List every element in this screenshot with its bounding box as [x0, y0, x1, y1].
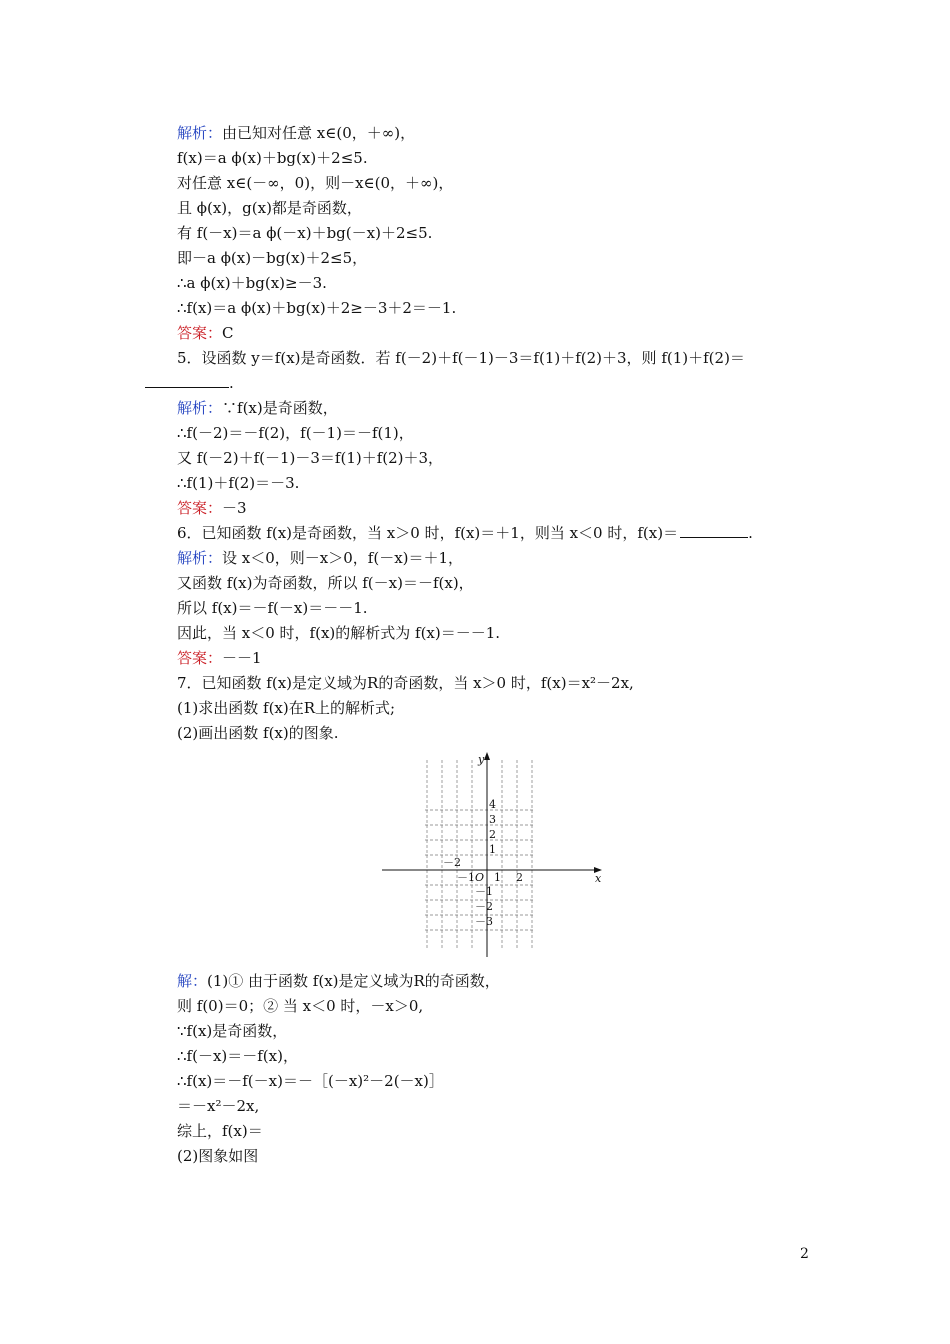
q7-part-2: (2)画出函数 f(x)的图象. [177, 724, 339, 742]
x-tick-2: 2 [516, 871, 523, 884]
sol4-answer-label: 答案： [177, 324, 223, 342]
sol4-line-7: ∴a ϕ(x)＋bg(x)≥－3. [177, 274, 327, 292]
sol4-line-4: 且 ϕ(x)，g(x)都是奇函数， [177, 199, 362, 217]
y-tick-neg1: －1 [475, 885, 493, 898]
sol7-label: 解： [177, 972, 208, 990]
sol6-line-2: 又函数 f(x)为奇函数，所以 f(－x)＝－f(x)， [177, 574, 474, 592]
coordinate-grid-figure [380, 752, 610, 962]
sol5-answer: 答案：－3 [177, 499, 247, 517]
sol4-label: 解析： [177, 124, 223, 142]
sol4-line-1: 解析：由已知对任意 x∈(0，＋∞)， [177, 124, 416, 142]
q7-part-1: (1)求出函数 f(x)在R上的解析式; [177, 699, 396, 717]
origin-label: O [475, 871, 485, 884]
sol7-line-2: 则 f(0)＝0；② 当 x＜0 时，－x＞0, [177, 997, 424, 1015]
sol6-label: 解析： [177, 549, 223, 567]
y-tick-2: 2 [489, 828, 496, 841]
x-tick-neg1: －1 [457, 871, 475, 884]
sol6-line-1: 解析：设 x＜0，则－x＞0，f(－x)＝＋1， [177, 549, 464, 567]
q5-answer-blank [145, 373, 229, 388]
sol5-line-2: ∴f(－2)＝－f(2)，f(－1)＝－f(1)， [177, 424, 414, 442]
sol7-line-6: ＝－x²－2x, [177, 1097, 260, 1115]
y-axis-label: y [478, 753, 485, 766]
x-tick-1: 1 [494, 871, 501, 884]
y-tick-neg2: －2 [475, 900, 493, 913]
sol6-answer: 答案：－－1 [177, 649, 262, 667]
q5-text: 5．设函数 y＝f(x)是奇函数．若 f(－2)＋f(－1)－3＝f(1)＋f(2)＋3，则 f(1)＋f(2)＝ [177, 349, 745, 367]
y-tick-neg3: －3 [475, 915, 493, 928]
sol5-label: 解析： [177, 399, 223, 417]
sol5-line-4: ∴f(1)＋f(2)＝－3. [177, 474, 300, 492]
sol5-line-1: 解析：∵f(x)是奇函数， [177, 399, 338, 417]
sol4-line-3: 对任意 x∈(－∞，0)，则－x∈(0，＋∞)， [177, 174, 454, 192]
sol4-line-6: 即－a ϕ(x)－bg(x)＋2≤5， [177, 249, 368, 267]
sol7-line-5: ∴f(x)＝－f(－x)＝－［(－x)²－2(－x)］ [177, 1072, 444, 1090]
sol6-line-3: 所以 f(x)＝－f(－x)＝－－1. [177, 599, 368, 617]
sol5-answer-label: 答案： [177, 499, 223, 517]
y-tick-3: 3 [489, 813, 496, 826]
sol7-line-1: 解：(1)① 由于函数 f(x)是定义域为R的奇函数， [177, 972, 500, 990]
sol7-line-3: ∵f(x)是奇函数， [177, 1022, 288, 1040]
sol4-line-8: ∴f(x)＝a ϕ(x)＋bg(x)＋2≥－3＋2＝－1. [177, 299, 457, 317]
sol4-answer: 答案：C [177, 324, 234, 342]
sol6-answer-label: 答案： [177, 649, 223, 667]
x-tick-neg2: －2 [443, 856, 461, 869]
q6-answer-blank [680, 523, 748, 538]
sol5-line-3: 又 f(－2)＋f(－1)－3＝f(1)＋f(2)＋3， [177, 449, 444, 467]
sol4-line-2: f(x)＝a ϕ(x)＋bg(x)＋2≤5. [177, 149, 368, 167]
q5-blank-line: . [145, 372, 234, 394]
y-axis-arrow [484, 752, 490, 760]
y-tick-1: 1 [489, 843, 496, 856]
sol7-line-7: 综上，f(x)＝ [177, 1122, 263, 1140]
y-tick-4: 4 [489, 798, 496, 811]
sol4-line-5: 有 f(－x)＝a ϕ(－x)＋bg(－x)＋2≤5. [177, 224, 433, 242]
x-axis-label: x [595, 872, 602, 885]
sol7-line-4: ∴f(－x)＝－f(x)， [177, 1047, 298, 1065]
q6-text: 6．已知函数 f(x)是奇函数，当 x＞0 时，f(x)＝＋1，则当 x＜0 时，f(x)＝ . [177, 524, 753, 542]
page-number: 2 [800, 1246, 809, 1262]
q7-text: 7．已知函数 f(x)是定义域为R的奇函数，当 x＞0 时，f(x)＝x²－2x, [177, 674, 634, 692]
sol7-line-8: (2)图象如图 [177, 1147, 259, 1165]
sol6-line-4: 因此，当 x＜0 时，f(x)的解析式为 f(x)＝－－1. [177, 624, 501, 642]
